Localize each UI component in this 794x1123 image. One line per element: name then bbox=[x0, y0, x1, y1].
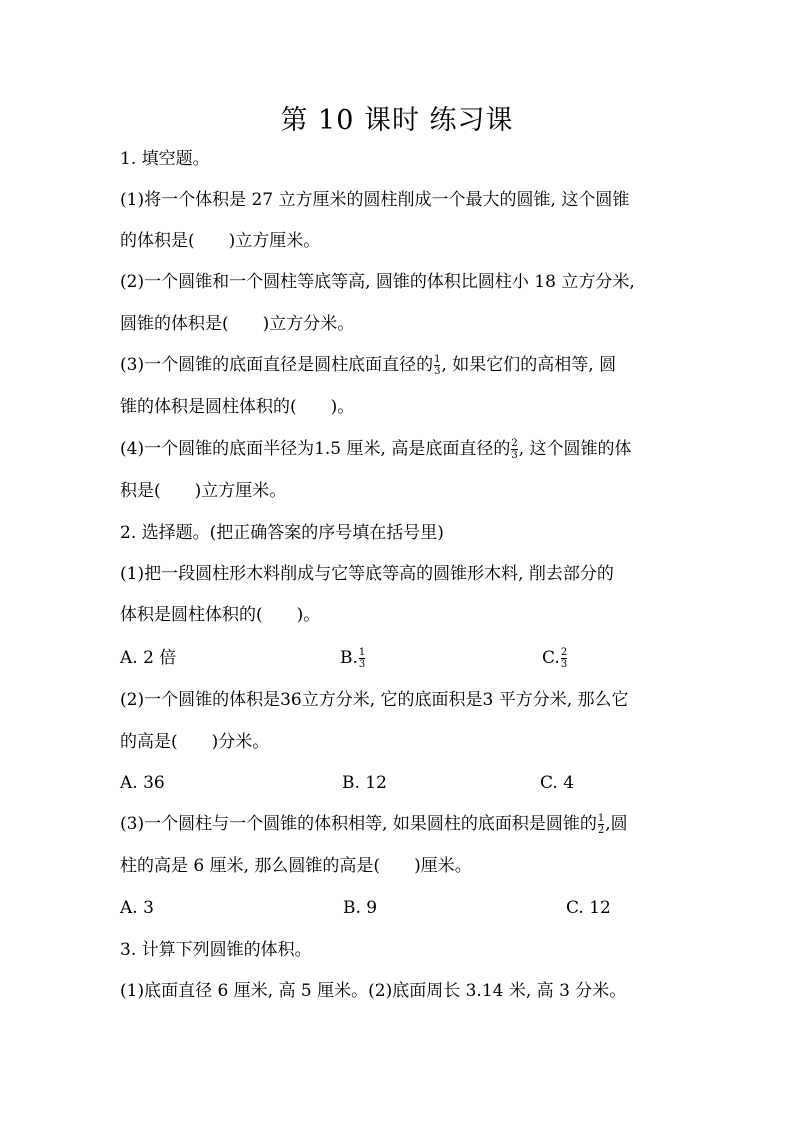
section-2-heading: 2. 选择题。(把正确答案的序号填在括号里) bbox=[120, 523, 444, 543]
fraction-numerator: 1 bbox=[358, 646, 366, 658]
s1-q1-line-2: 的体积是( )立方厘米。 bbox=[120, 231, 321, 251]
fraction bbox=[434, 355, 440, 377]
s2-q2-option-a: A. 36 bbox=[120, 773, 165, 793]
s3-question-line: (1)底面直径 6 厘米, 高 5 厘米。(2)底面周长 3.14 米, 高 3 分米。 bbox=[120, 981, 627, 1001]
s2-q3-option-c: C. 12 bbox=[566, 898, 611, 918]
fraction bbox=[359, 648, 365, 670]
fraction bbox=[561, 648, 567, 670]
fraction bbox=[511, 439, 517, 461]
fraction-denominator: 3 bbox=[560, 658, 568, 670]
s2-q3-line-1 bbox=[120, 813, 628, 836]
section-1-heading: 1. 填空题。 bbox=[120, 149, 210, 169]
page-title: 第 10 课时 练习课 bbox=[280, 105, 514, 136]
s1-q3-line-1 bbox=[120, 354, 616, 377]
fraction-denominator: 3 bbox=[358, 658, 366, 670]
s1-q2-line-2: 圆锥的体积是( )立方分米。 bbox=[120, 314, 355, 334]
s1-q4-text-post: , 这个圆锥的体 bbox=[518, 439, 632, 459]
fraction-numerator: 1 bbox=[597, 812, 605, 824]
s2-q1-option-a: A. 2 倍 bbox=[120, 648, 177, 668]
s2-q3-option-b: B. 9 bbox=[343, 898, 378, 918]
s2-q2-line-1: (2)一个圆锥的体积是36立方分米, 它的底面积是3 平方分米, 那么它 bbox=[120, 690, 629, 710]
s1-q3-text-pre: (3)一个圆锥的底面直径是圆柱底面直径的 bbox=[120, 355, 434, 375]
s1-q4-text-pre: (4)一个圆锥的底面半径为1.5 厘米, 高是底面直径的 bbox=[120, 439, 511, 459]
s1-q4-line-1 bbox=[120, 438, 632, 461]
s2-q3-line-2: 柱的高是 6 厘米, 那么圆锥的高是( )厘米。 bbox=[120, 856, 472, 876]
s2-q2-line-2: 的高是( )分米。 bbox=[120, 732, 270, 752]
s2-q1-option-b bbox=[340, 647, 366, 670]
s2-q2-option-b: B. 12 bbox=[342, 773, 387, 793]
s2-q2-option-c: C. 4 bbox=[540, 773, 575, 793]
option-label: C. bbox=[542, 648, 560, 668]
s1-q3-line-2: 锥的体积是圆柱体积的( )。 bbox=[120, 397, 355, 417]
s2-q1-option-c bbox=[542, 647, 568, 670]
s1-q1-line-1: (1)将一个体积是 27 立方厘米的圆柱削成一个最大的圆锥, 这个圆锥 bbox=[120, 190, 630, 210]
option-label: B. bbox=[340, 648, 358, 668]
fraction-numerator: 2 bbox=[560, 646, 568, 658]
fraction-denominator: 2 bbox=[597, 824, 605, 836]
fraction-numerator: 2 bbox=[511, 437, 518, 449]
fraction-denominator: 3 bbox=[434, 365, 441, 377]
s2-q3-text-pre: (3)一个圆柱与一个圆锥的体积相等, 如果圆柱的底面积是圆锥的 bbox=[120, 814, 597, 834]
s2-q1-line-2: 体积是圆柱体积的( )。 bbox=[120, 605, 321, 625]
section-3-heading: 3. 计算下列圆锥的体积。 bbox=[120, 940, 312, 960]
fraction-numerator: 1 bbox=[434, 353, 441, 365]
s2-q1-line-1: (1)把一段圆柱形木料削成与它等底等高的圆锥形木料, 削去部分的 bbox=[120, 564, 614, 584]
s2-q3-option-a: A. 3 bbox=[120, 898, 154, 918]
fraction bbox=[598, 814, 604, 836]
s1-q4-line-2: 积是( )立方厘米。 bbox=[120, 481, 287, 501]
fraction-denominator: 3 bbox=[511, 449, 518, 461]
s1-q3-text-post: , 如果它们的高相等, 圆 bbox=[441, 355, 617, 375]
s1-q2-line-1: (2)一个圆锥和一个圆柱等底等高, 圆锥的体积比圆柱小 18 立方分米, bbox=[120, 272, 635, 292]
s2-q3-text-post: ,圆 bbox=[605, 814, 628, 834]
